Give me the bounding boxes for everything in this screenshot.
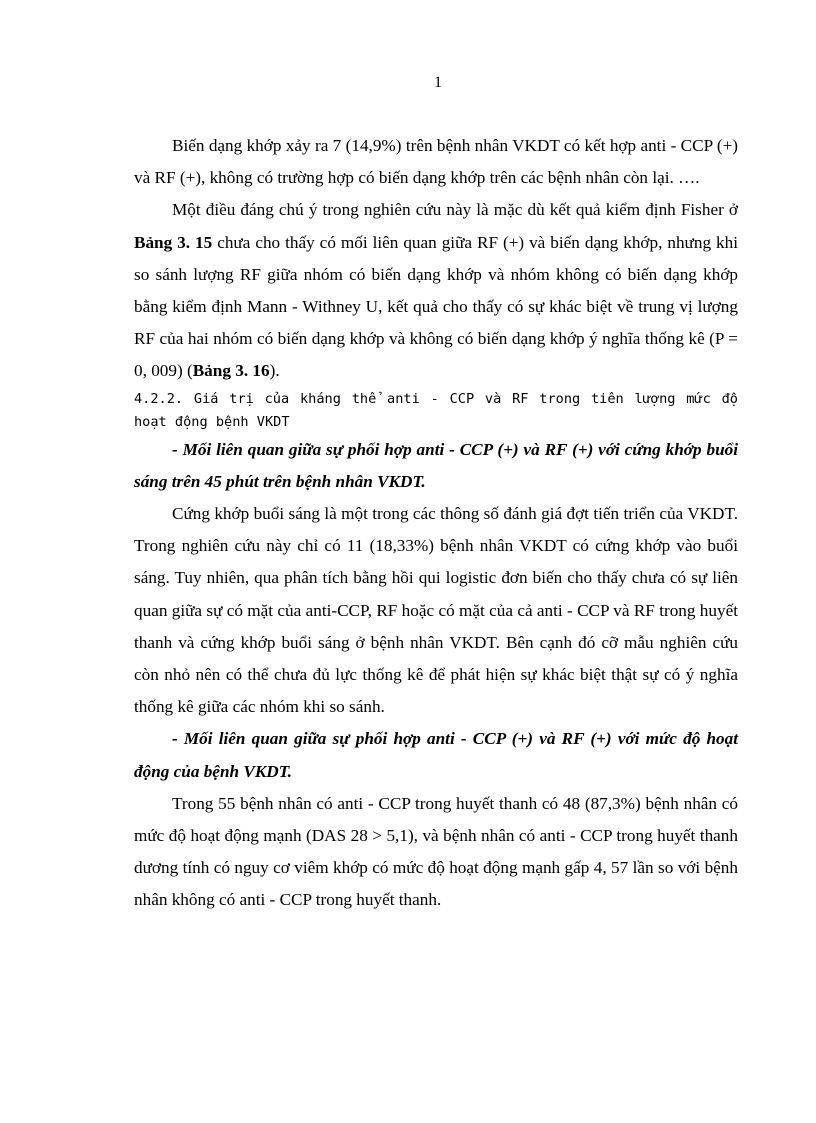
paragraph-disease-activity: Trong 55 bệnh nhân có anti - CCP trong huyết thanh có 48 (87,3%) bệnh nhân có mức độ hoạt động mạnh (DAS 28 > 5,1), và bệnh nhân có anti - CCP trong huyết thanh dương tính có nguy cơ viêm khớp có mức độ hoạt động mạnh gấp 4, 57 lần so với bệnh nhân không có anti - CCP trong huyết thanh. [134,793,738,910]
text-run: ). [269,361,280,381]
subsection-heading-disease-activity: - Mối liên quan giữa sự phối hợp anti - CCP (+) và RF (+) với mức độ hoạt động của bệnh VKDT. [134,729,738,781]
paragraph-joint-deformity: Biến dạng khớp xảy ra 7 (14,9%) trên bệnh nhân VKDT có kết hợp anti - CCP (+) và RF (+), không có trường hợp có biến dạng khớp trên các bệnh nhân còn lại. …. [134,136,738,188]
section-heading: 4.2.2. Giá trị của kháng thể anti - CCP và RF trong tiên lượng mức độ hoạt động bệnh VKDT [134,390,738,430]
subsection-heading-morning-stiffness: - Mối liên quan giữa sự phối hợp anti - CCP (+) và RF (+) với cứng khớp buổi sáng trên 45 phút trên bệnh nhân VKDT. [134,439,738,491]
table-reference: Bảng 3. 16 [192,361,270,381]
table-reference: Bảng 3. 15 [134,232,213,252]
text-run: chưa cho thấy có mối liên quan giữa RF (+) và biến dạng khớp, nhưng khi so sánh lượng RF giữa nhóm có biến dạng khớp và nhóm không có biến dạng khớp bằng kiểm định Mann - Withney U, kết quả cho thấy có sự khác biệt về trung vị lượng RF của hai nhóm có biến dạng khớp và không có biến dạng khớp ý nghĩa thống kê (P = 0, 009) ( [134,232,738,381]
page-number: 1 [434,74,442,91]
paragraph-fisher-test [134,194,738,387]
paragraph-morning-stiffness: Cứng khớp buổi sáng là một trong các thông số đánh giá đợt tiến triển của VKDT. Trong nghiên cứu này chỉ có 11 (18,33%) bệnh nhân VKDT có cứng khớp vào buổi sáng. Tuy nhiên, qua phân tích bằng hồi qui logistic đơn biến cho thấy chưa có sự liên quan giữa sự có mặt của anti-CCP, RF hoặc có mặt của cả anti - CCP và RF trong huyết thanh và cứng khớp buổi sáng ở bệnh nhân VKDT. Bên cạnh đó cỡ mẫu nghiên cứu còn nhỏ nên có thể chưa đủ lực thống kê để phát hiện sự khác biệt thật sự có ý nghĩa thống kê giữa các nhóm khi so sánh. [134,504,738,717]
document-body [134,130,738,917]
text-run: Một điều đáng chú ý trong nghiên cứu này là mặc dù kết quả kiểm định Fisher ở [172,200,738,220]
